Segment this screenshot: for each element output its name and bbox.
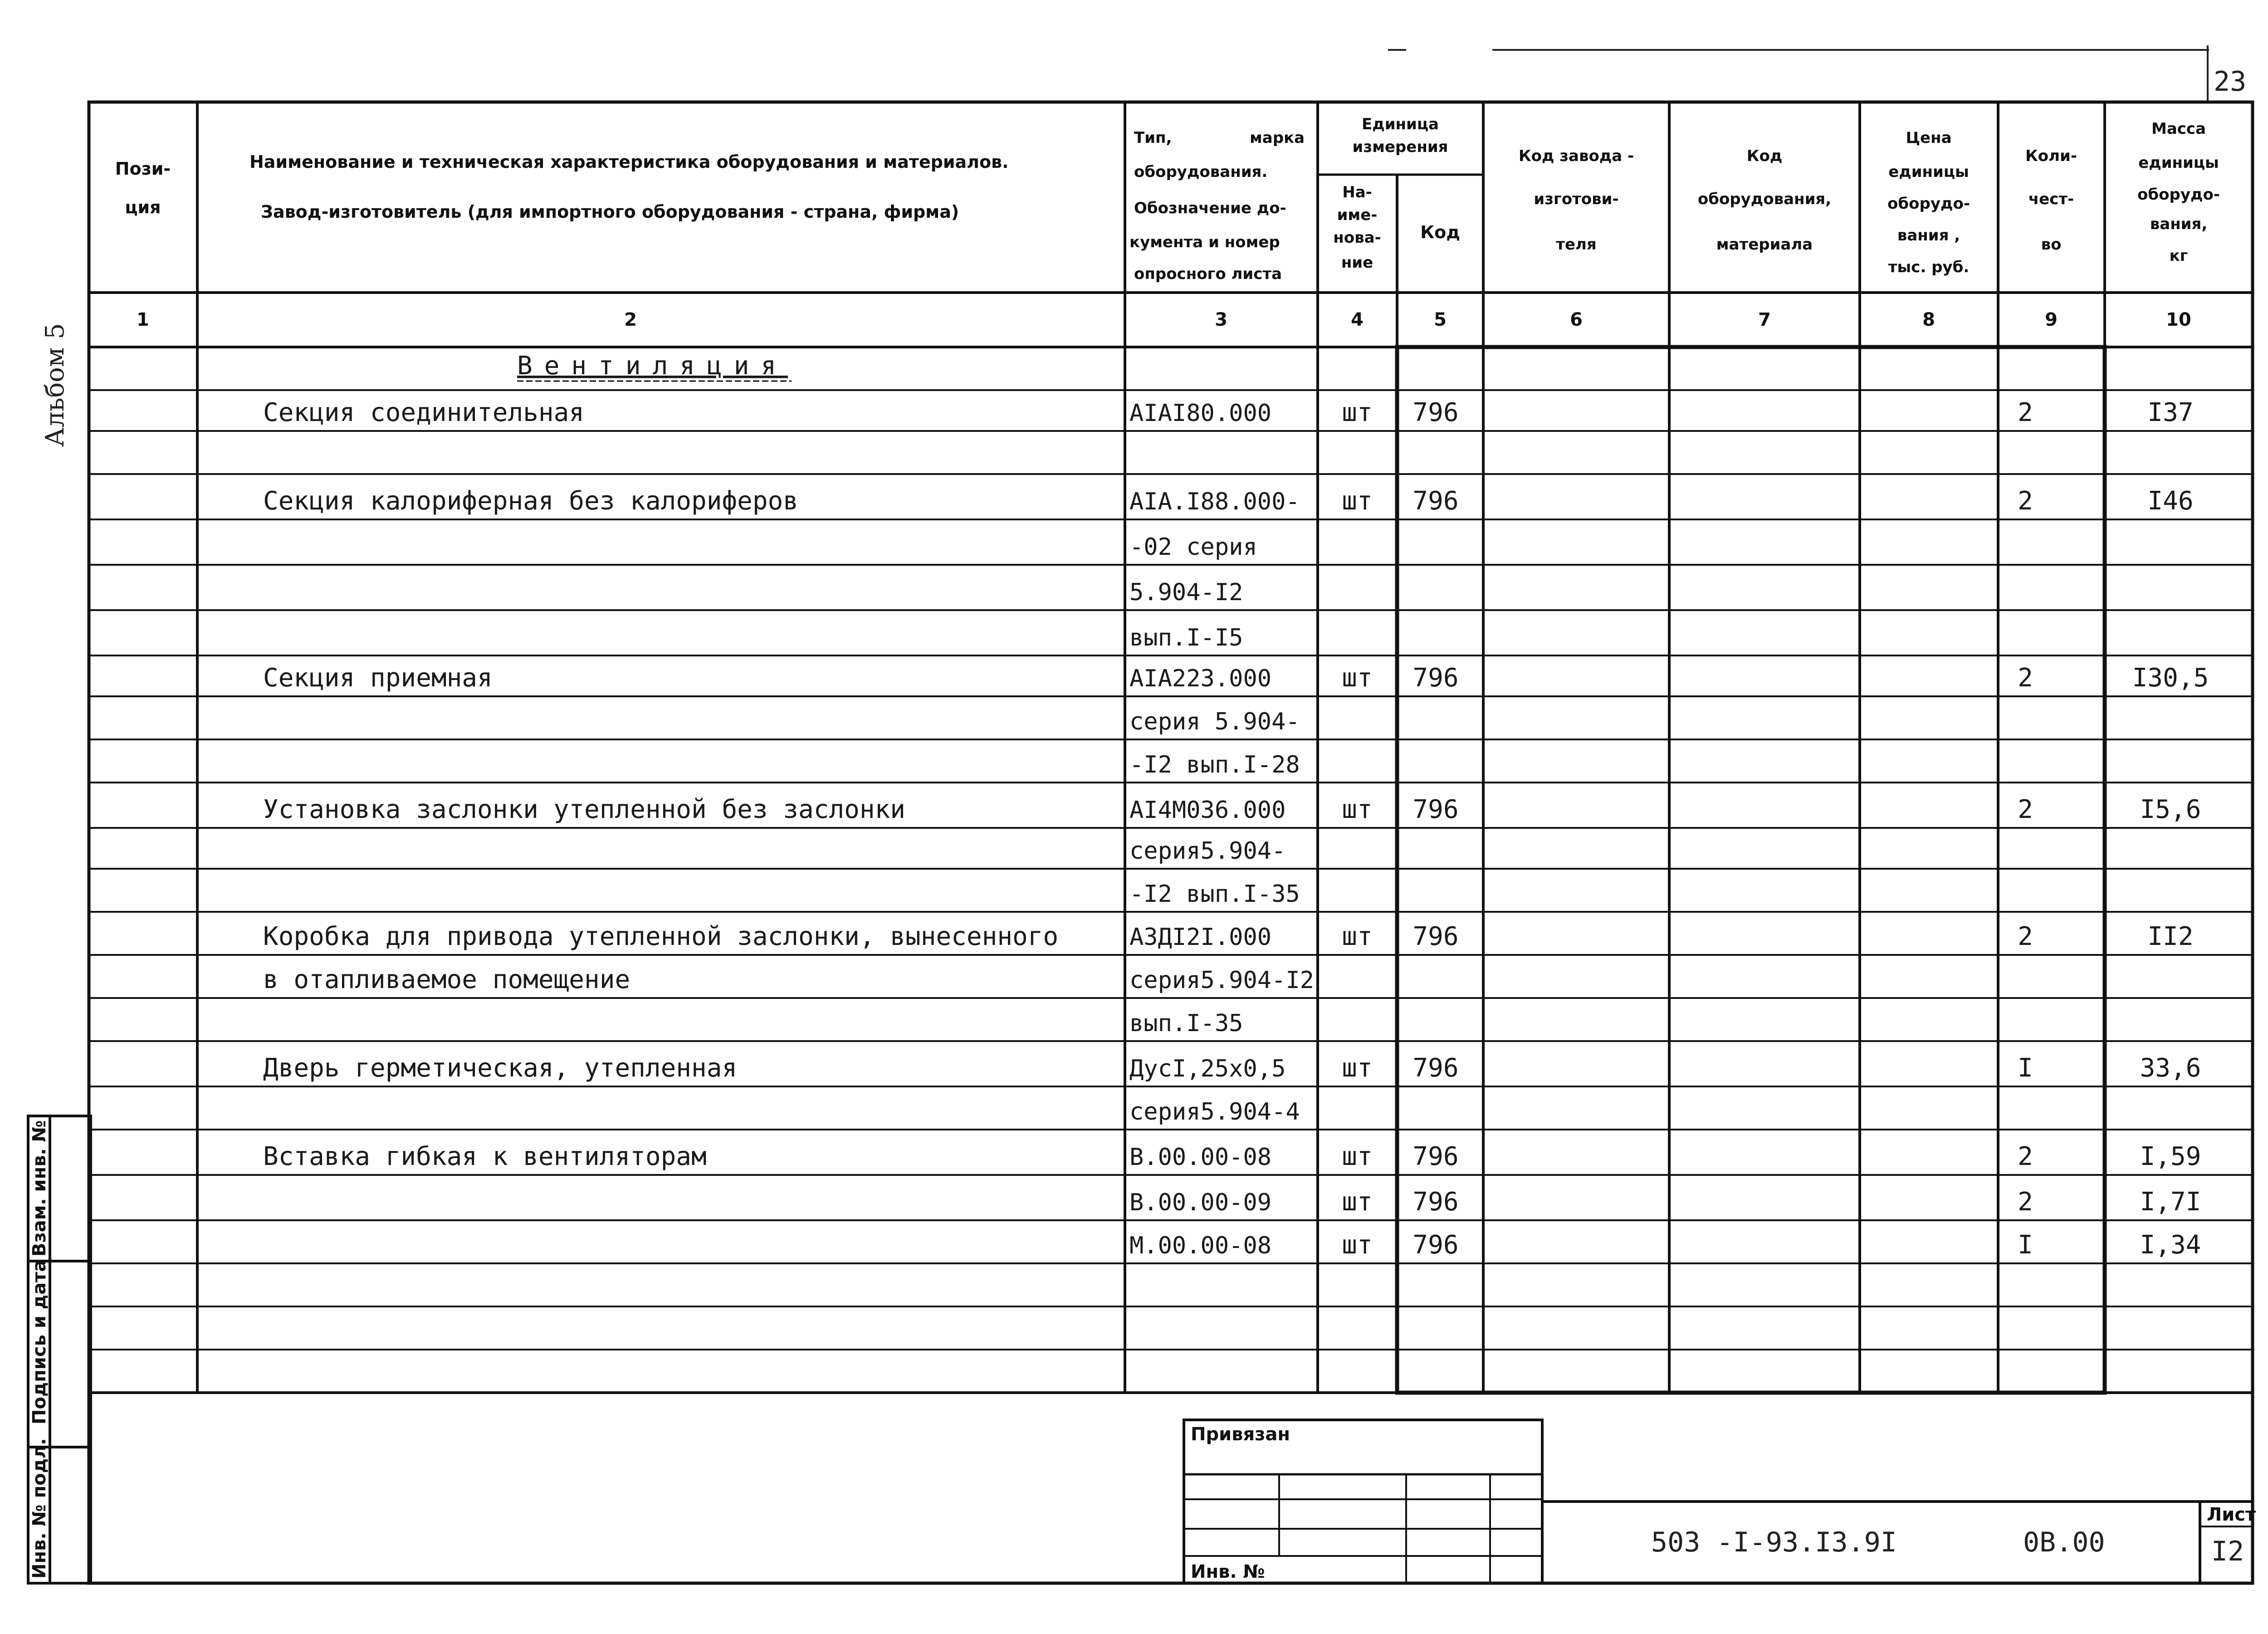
cell-code: 796 (1413, 1053, 1459, 1083)
header-col3-l2: марка (1250, 129, 1305, 147)
header-col9-l3: во (2041, 235, 2062, 254)
cell-mass: I30,5 (2132, 663, 2209, 693)
cell-type: B.00.00-08 (1129, 1144, 1272, 1171)
cell-mass: I,34 (2140, 1230, 2201, 1260)
cell-name: Коробка для привода утепленной заслонки, вынесенного (263, 922, 1059, 951)
cell-type: B.00.00-09 (1129, 1189, 1272, 1216)
cell-qty: 2 (2018, 398, 2033, 427)
header-col4-l3: нова- (1333, 229, 1381, 247)
column-number: 2 (624, 309, 637, 330)
cell-name: Секция приемная (263, 663, 493, 693)
cell-code: 796 (1413, 922, 1459, 951)
cell-unit: шт (1342, 1230, 1373, 1260)
cell-type: 5.904-I2 (1129, 579, 1243, 606)
cell-unit: шт (1342, 1142, 1373, 1171)
cell-code: 796 (1413, 795, 1459, 824)
column-number: 9 (2045, 309, 2058, 330)
header-col6-l3: теля (1556, 235, 1597, 254)
cell-type: AI4M036.000 (1129, 797, 1286, 824)
cell-type: ДусI,25x0,5 (1129, 1055, 1286, 1082)
header-col7-l3: материала (1716, 235, 1813, 254)
top-margin-lines (1388, 45, 2250, 102)
cell-type: серия5.904-4 (1129, 1098, 1300, 1125)
header-col7-l1: Код (1746, 147, 1783, 165)
column-number: 3 (1215, 309, 1227, 330)
cell-qty: 2 (2018, 922, 2033, 951)
header-col9-l1: Коли- (2025, 147, 2077, 165)
cell-name: Установка заслонки утепленной без заслонки (263, 795, 906, 824)
table-row (263, 922, 2194, 951)
header-col10-l2: единицы (2138, 154, 2219, 172)
cell-type: AIA.I88.000- (1129, 488, 1300, 515)
cell-qty: 2 (2018, 663, 2033, 693)
cell-code: 796 (1413, 486, 1459, 516)
header-col4-l1: На- (1342, 183, 1372, 201)
table-row (263, 1142, 2201, 1171)
column-number: 8 (1922, 309, 1935, 330)
header-col10-l4: вания, (2150, 215, 2208, 233)
cell-qty: I (2018, 1230, 2033, 1260)
cell-type: вып.I-I5 (1129, 624, 1243, 651)
cell-code: 796 (1413, 1230, 1459, 1260)
column-number: 7 (1758, 309, 1771, 330)
cell-code: 796 (1413, 1187, 1459, 1217)
header-col10-l3: оборудо- (2137, 186, 2220, 204)
column-number: 4 (1351, 309, 1364, 330)
header-unit-l1: Единица (1362, 115, 1439, 133)
cell-unit: шт (1342, 922, 1373, 951)
cell-unit: шт (1342, 795, 1373, 824)
cell-name: Секция соединительная (263, 398, 585, 427)
cell-mass: I37 (2147, 398, 2194, 427)
document-code: 503 -I-93.I3.9I (1651, 1526, 1897, 1558)
header-col8-l1: Цена (1906, 129, 1952, 147)
cell-mass: 33,6 (2140, 1053, 2201, 1083)
cell-unit: шт (1342, 398, 1373, 427)
table-row (1129, 533, 1257, 561)
cell-code: 796 (1413, 1142, 1459, 1171)
table-row (1129, 1230, 2201, 1260)
column-number: 5 (1434, 309, 1447, 330)
header-unit-l2: измерения (1352, 138, 1448, 156)
privyazan-label: Привязан (1191, 1424, 1290, 1445)
inv-no-label: Инв. № (1191, 1561, 1265, 1582)
cell-type: вып.I-35 (1129, 1010, 1243, 1037)
cell-qty: 2 (2018, 795, 2033, 824)
cell-type: AIA223.000 (1129, 665, 1272, 692)
column-number: 1 (137, 309, 149, 330)
header-col3-l6: опросного листа (1134, 265, 1282, 283)
header-col2-l1: Наименование и техническая характеристика оборудования и материалов. (249, 152, 1009, 172)
cell-type: M.00.00-08 (1129, 1232, 1272, 1259)
table-row (1129, 837, 1286, 865)
table-row (1129, 1010, 1243, 1037)
list-label: Лист (2207, 1504, 2256, 1525)
cell-qty: I (2018, 1053, 2033, 1083)
cell-unit: шт (1342, 486, 1373, 516)
header-col8-l3: оборудо- (1887, 195, 1970, 213)
table-row (263, 795, 2201, 824)
table-row (1129, 751, 1300, 778)
cell-unit: шт (1342, 1187, 1373, 1217)
cell-name: Дверь герметическая, утепленная (263, 1053, 738, 1083)
header-col6-l1: Код завода - (1518, 147, 1634, 165)
cell-type: серия5.904- (1129, 837, 1286, 865)
cell-mass: I5,6 (2140, 795, 2201, 824)
cell-code: 796 (1413, 663, 1459, 693)
cell-type: -02 серия (1129, 533, 1257, 561)
cell-mass: II2 (2147, 922, 2194, 951)
cell-qty: 2 (2018, 486, 2033, 516)
header-col2-l2: Завод-изготовитель (для импортного оборудования - страна, фирма) (261, 202, 959, 222)
cell-type: AIAI80.000 (1129, 400, 1272, 427)
cell-type: АЗДI2I.000 (1129, 924, 1272, 951)
column-number: 6 (1570, 309, 1583, 330)
table-row (1129, 708, 1300, 735)
album-label: Альбом 5 (40, 323, 70, 447)
cell-code: 796 (1413, 398, 1459, 427)
column-numbers (137, 309, 2191, 330)
header-col4-l4: ние (1341, 254, 1374, 272)
section-code: 0B.00 (2023, 1526, 2105, 1558)
header-col8-l2: единицы (1888, 163, 1969, 181)
table-header (115, 115, 2220, 283)
header-col1-l1: Пози- (115, 159, 171, 179)
table-row (263, 965, 1314, 994)
header-col8-l5: тыс. руб. (1888, 258, 1970, 276)
table-row (263, 663, 2209, 693)
header-col6-l2: изготови- (1534, 190, 1619, 208)
cell-name: Вставка гибкая к вентиляторам (263, 1142, 707, 1171)
cell-mass: I46 (2147, 486, 2194, 516)
cell-mass: I,59 (2140, 1142, 2201, 1171)
table-row (1129, 1187, 2201, 1217)
header-col3-l3: оборудования. (1134, 163, 1268, 181)
table-row (1129, 1098, 1300, 1125)
cell-type: -I2 вып.I-35 (1129, 881, 1300, 908)
section-title: Вентиляция (517, 351, 788, 381)
cell-type: серия 5.904- (1129, 708, 1300, 735)
table-row (263, 398, 2194, 427)
header-col9-l2: чест- (2028, 190, 2074, 208)
cell-unit: шт (1342, 1053, 1373, 1083)
header-col10-l1: Масса (2151, 120, 2206, 138)
cell-name: Секция калориферная без калориферов (263, 486, 799, 516)
header-col5: Код (1420, 222, 1460, 242)
list-number: I2 (2211, 1536, 2244, 1567)
inv-podl-label: Инв. № подл. (29, 1438, 50, 1579)
table-row (1129, 624, 1243, 651)
cell-qty: 2 (2018, 1187, 2033, 1217)
cell-mass: I,7I (2140, 1187, 2201, 1217)
cell-name: в отапливаемое помещение (263, 965, 631, 994)
header-col7-l2: оборудования, (1697, 190, 1832, 208)
vzam-inv-label: Взам. инв. № (29, 1120, 50, 1257)
header-col10-l5: кг (2169, 247, 2188, 265)
header-col3-l4: Обозначение до- (1134, 199, 1286, 217)
podpis-data-label: Подпись и дата (29, 1259, 50, 1424)
title-block (1184, 1420, 2253, 1583)
column-number: 10 (2166, 309, 2191, 330)
header-col1-l2: ция (125, 197, 161, 217)
cell-type: -I2 вып.I-28 (1129, 751, 1300, 778)
table-row (1129, 579, 1243, 606)
header-col3-l5: кумента и номер (1129, 233, 1280, 251)
table-row (263, 1053, 2201, 1083)
header-col3-l1: Тип, (1134, 129, 1172, 147)
header-col4-l2: име- (1337, 206, 1378, 224)
table-row (1129, 881, 1300, 908)
cell-unit: шт (1342, 663, 1373, 693)
cell-type: серия5.904-I2 (1129, 967, 1314, 994)
table-row (263, 486, 2194, 516)
cell-qty: 2 (2018, 1142, 2033, 1171)
header-col8-l4: вания , (1897, 226, 1960, 245)
page-number-top: 23 (2214, 66, 2247, 98)
